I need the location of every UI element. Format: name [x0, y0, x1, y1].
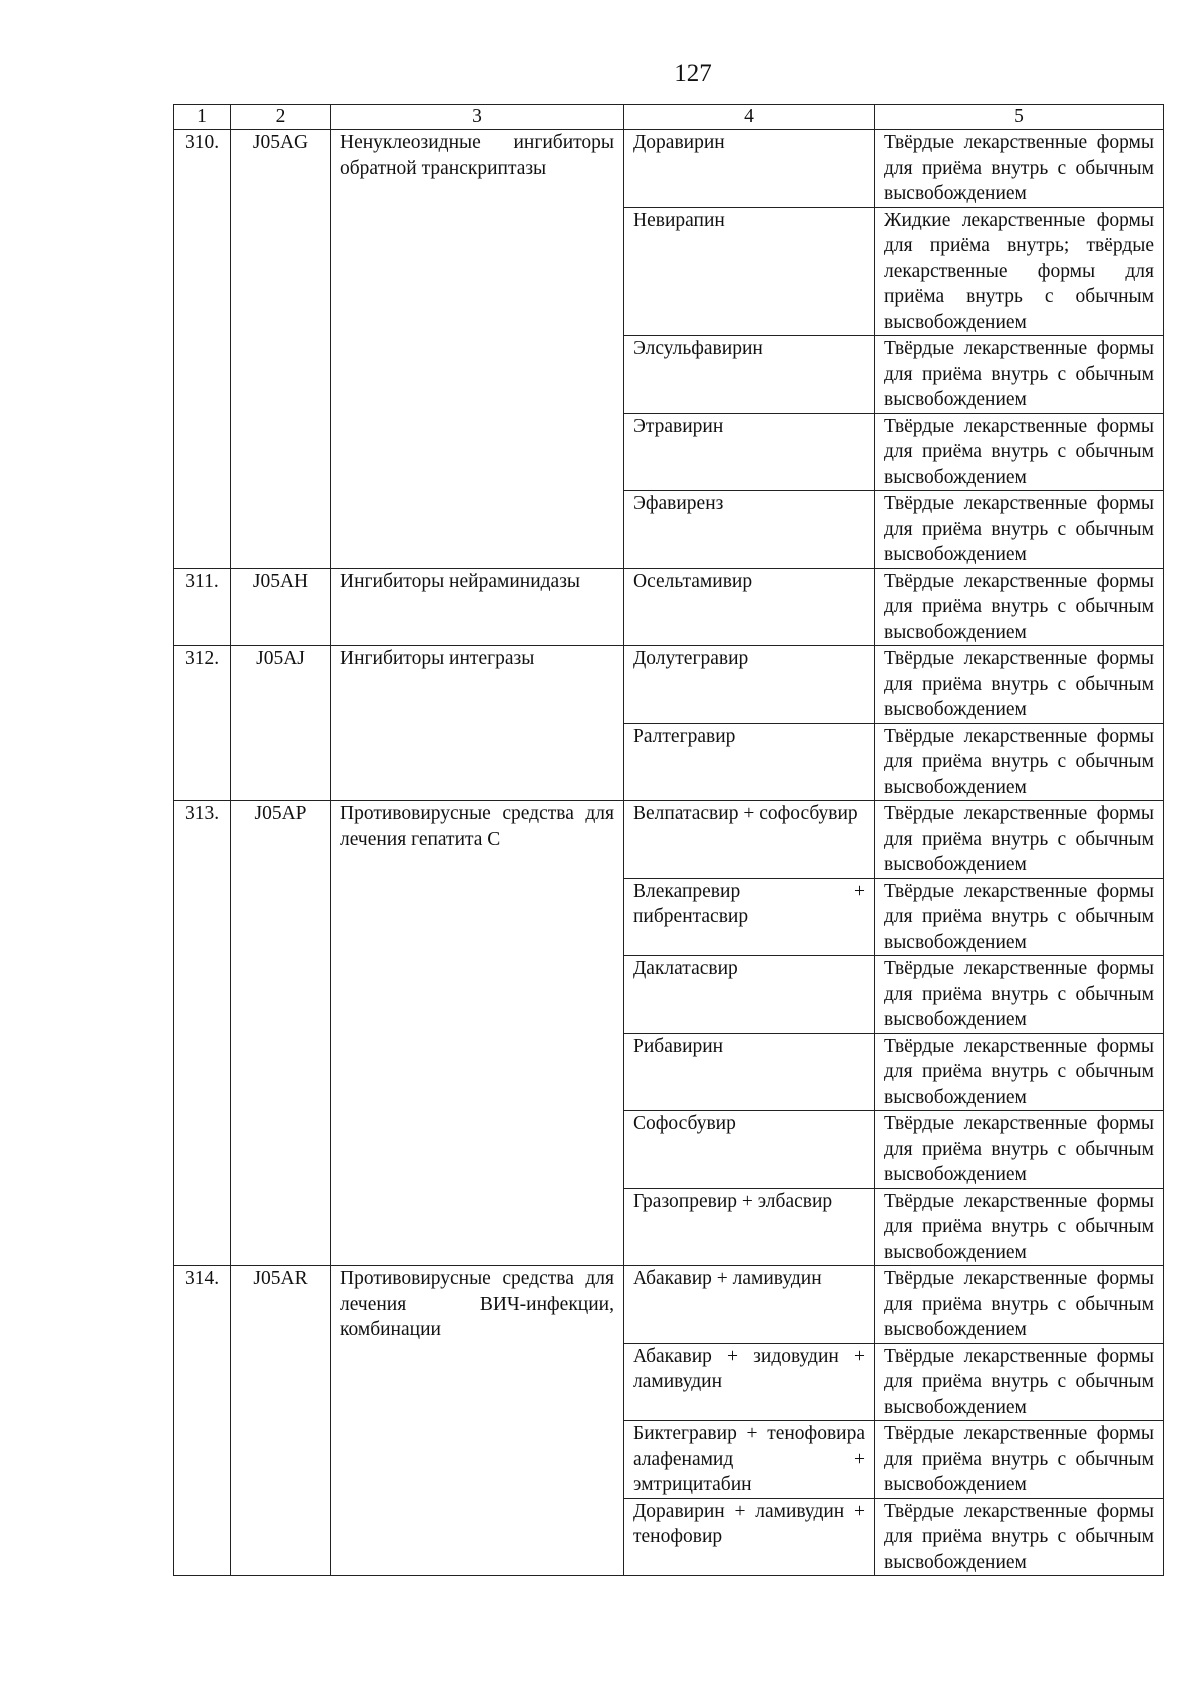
atc-code-cell: J05AR [231, 1266, 331, 1576]
header-col-4: 4 [624, 105, 875, 130]
atc-code-cell: J05AJ [231, 646, 331, 801]
dosage-form-cell: Твёрдые лекарственные формы для приёма внутрь с обычным высвобождением [875, 646, 1164, 724]
drug-name-cell: Велпатасвир + софосбувир [624, 801, 875, 879]
atc-code-cell: J05AG [231, 130, 331, 569]
row-number-cell: 313. [174, 801, 231, 1266]
page-number: 127 [674, 60, 712, 87]
table-row [174, 130, 1164, 208]
dosage-form-cell: Твёрдые лекарственные формы для приёма внутрь с обычным высвобождением [875, 413, 1164, 491]
table-row [174, 646, 1164, 724]
drug-name-cell: Рибавирин [624, 1033, 875, 1111]
drug-name-cell: Осельтамивир [624, 568, 875, 646]
header-col-3: 3 [331, 105, 624, 130]
drug-name-cell: Доравирин + ламивудин + тенофовир [624, 1498, 875, 1576]
drug-table [173, 104, 1164, 1576]
header-col-5: 5 [875, 105, 1164, 130]
row-number-cell: 312. [174, 646, 231, 801]
drug-name-cell: Доравирин [624, 130, 875, 208]
dosage-form-cell: Жидкие лекарственные формы для приёма внутрь; твёрдые лекарственные формы для приёма внутрь с обычным высвобождением [875, 207, 1164, 336]
drug-name-cell: Элсульфавирин [624, 336, 875, 414]
dosage-form-cell: Твёрдые лекарственные формы для приёма внутрь с обычным высвобождением [875, 568, 1164, 646]
dosage-form-cell: Твёрдые лекарственные формы для приёма внутрь с обычным высвобождением [875, 1343, 1164, 1421]
dosage-form-cell: Твёрдые лекарственные формы для приёма внутрь с обычным высвобождением [875, 723, 1164, 801]
drug-name-cell: Абакавир + ламивудин [624, 1266, 875, 1344]
row-number-cell: 310. [174, 130, 231, 569]
group-name-cell: Противовирусные средства для лечения гепатита С [331, 801, 624, 1266]
dosage-form-cell: Твёрдые лекарственные формы для приёма внутрь с обычным высвобождением [875, 1421, 1164, 1499]
drug-name-cell: Даклатасвир [624, 956, 875, 1034]
dosage-form-cell: Твёрдые лекарственные формы для приёма внутрь с обычным высвобождением [875, 336, 1164, 414]
drug-name-cell: Биктегравир + тенофовира алафенамид + эмтрицитабин [624, 1421, 875, 1499]
group-name-cell: Ингибиторы интегразы [331, 646, 624, 801]
header-row [174, 105, 1164, 130]
drug-name-cell: Гразопревир + элбасвир [624, 1188, 875, 1266]
atc-code-cell: J05AP [231, 801, 331, 1266]
drug-name-cell: Ралтегравир [624, 723, 875, 801]
group-name-cell: Ингибиторы нейраминидазы [331, 568, 624, 646]
row-number-cell: 314. [174, 1266, 231, 1576]
dosage-form-cell: Твёрдые лекарственные формы для приёма внутрь с обычным высвобождением [875, 1188, 1164, 1266]
header-col-2: 2 [231, 105, 331, 130]
drug-name-cell: Влекапревир + пибрентасвир [624, 878, 875, 956]
dosage-form-cell: Твёрдые лекарственные формы для приёма внутрь с обычным высвобождением [875, 801, 1164, 879]
drug-name-cell: Эфавиренз [624, 491, 875, 569]
dosage-form-cell: Твёрдые лекарственные формы для приёма внутрь с обычным высвобождением [875, 878, 1164, 956]
drug-name-cell: Невирапин [624, 207, 875, 336]
dosage-form-cell: Твёрдые лекарственные формы для приёма внутрь с обычным высвобождением [875, 491, 1164, 569]
dosage-form-cell: Твёрдые лекарственные формы для приёма внутрь с обычным высвобождением [875, 1111, 1164, 1189]
dosage-form-cell: Твёрдые лекарственные формы для приёма внутрь с обычным высвобождением [875, 1033, 1164, 1111]
table-row [174, 568, 1164, 646]
table-header [174, 105, 1164, 130]
dosage-form-cell: Твёрдые лекарственные формы для приёма внутрь с обычным высвобождением [875, 1266, 1164, 1344]
table-body [174, 130, 1164, 1576]
dosage-form-cell: Твёрдые лекарственные формы для приёма внутрь с обычным высвобождением [875, 1498, 1164, 1576]
drug-name-cell: Этравирин [624, 413, 875, 491]
atc-code-cell: J05AH [231, 568, 331, 646]
dosage-form-cell: Твёрдые лекарственные формы для приёма внутрь с обычным высвобождением [875, 956, 1164, 1034]
row-number-cell: 311. [174, 568, 231, 646]
group-name-cell: Противовирусные средства для лечения ВИЧ-инфекции, комбинации [331, 1266, 624, 1576]
header-col-1: 1 [174, 105, 231, 130]
table-row [174, 801, 1164, 879]
table-row [174, 1266, 1164, 1344]
drug-name-cell: Абакавир + зидовудин + ламивудин [624, 1343, 875, 1421]
group-name-cell: Ненуклеозидные ингибиторы обратной транскриптазы [331, 130, 624, 569]
drug-name-cell: Долутегравир [624, 646, 875, 724]
dosage-form-cell: Твёрдые лекарственные формы для приёма внутрь с обычным высвобождением [875, 130, 1164, 208]
drug-name-cell: Софосбувир [624, 1111, 875, 1189]
